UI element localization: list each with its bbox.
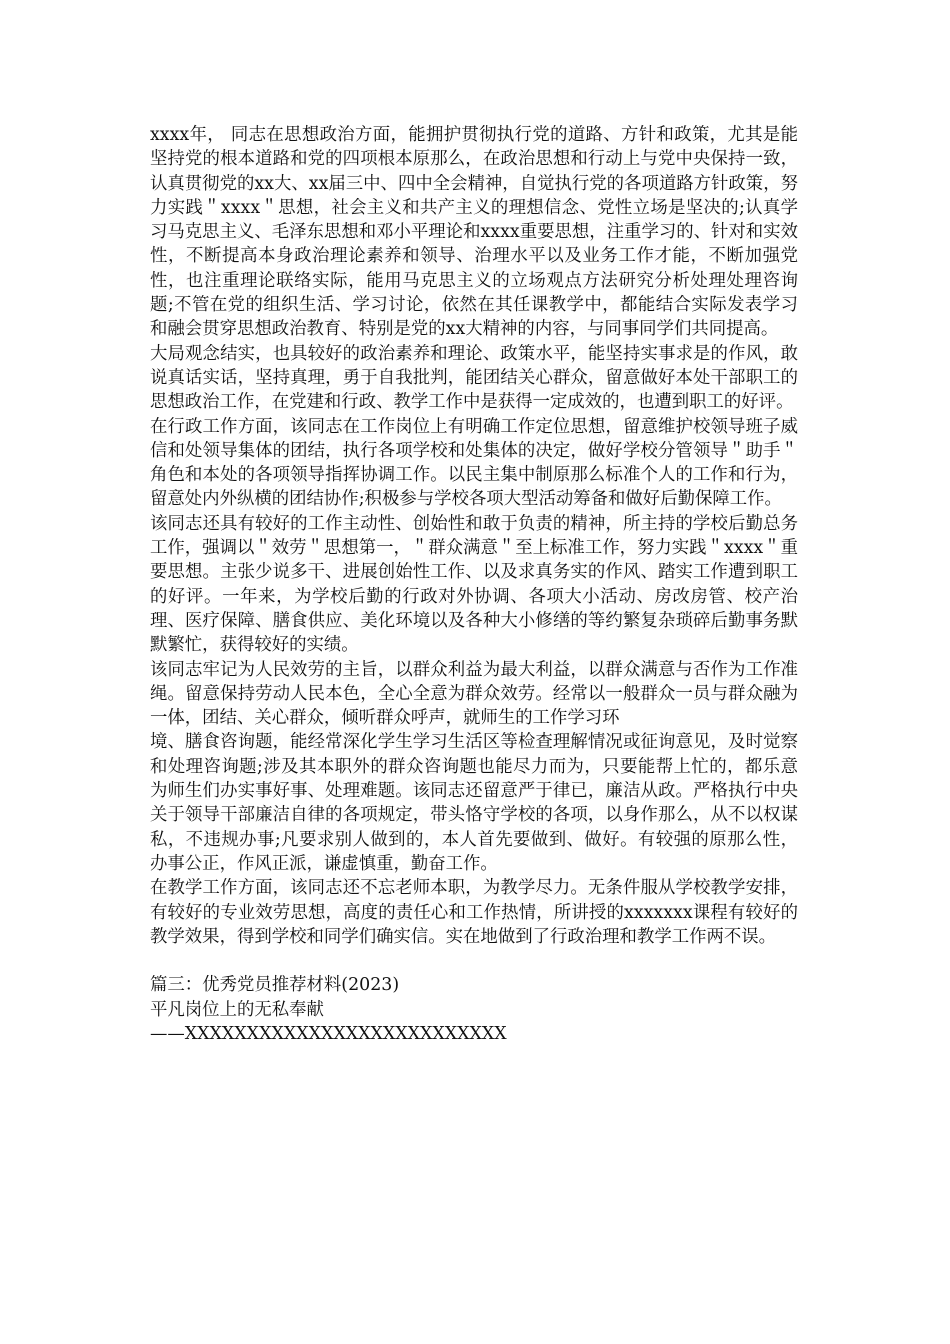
blank-line xyxy=(150,949,798,973)
subtitle: 平凡岗位上的无私奉献 xyxy=(150,999,324,1020)
paragraph-canteen-issues: 境、膳食咨询题，能经常深化学生学习生活区等检查理解情况或征询意见，及时觉察和处理咨询题;涉及其本职外的群众咨询题也能尽力而为，只要能帮上忙的，都乐意为师生们办实事好事、处理难题。该同志还留意严于律已，廉洁从政。严格执行中央关于领导干部廉洁自律的各项规定，带头恪守学校的各项，以身作那么，从不以权谋私，不违规办事;凡要求别人做到的，本人首先要做到、做好。有较强的原那么性，办事公正，作风正派，谦虚慎重，勤奋工作。 xyxy=(150,732,798,874)
paragraph-political-thought: xxxx年， 同志在思想政治方面，能拥护贯彻执行党的道路、方针和政策，尤其是能坚持党的根本道路和党的四项根本原那么，在政治思想和行动上与党中央保持一致，认真贯彻党的xx大、xx届三中、四中全会精神，自觉执行党的各项道路方针政策，努力实践＂xxxx＂思想，社会主义和共产主义的理想信念、党性立场是坚决的;认真学习马克思主义、毛泽东思想和邓小平理论和xxxx重要思想，注重学习的、针对和实效性，不断提高本身政治理论素养和领导、治理水平以及业务工作才能，不断加强党性，也注重理论联络实际，能用马克思主义的立场观点方法研究分析处理处理咨询题;不管在党的组织生活、学习讨论，依然在其任课教学中，都能结合实际发表学习和融会贯穿思想政治教育、特别是党的xx大精神的内容，与同事同学们共同提高。 xyxy=(150,125,798,340)
author-line: ——XXXXXXXXXXXXXXXXXXXXXXXXXX xyxy=(150,1023,507,1044)
paragraph-teaching-work: 在教学工作方面，该同志还不忘老师本职，为教学尽力。无条件服从学校教学安排，有较好的专业效劳思想，高度的责任心和工作热情，所讲授的xxxxxxx课程有较好的教学效果，得到学校和同学们确实信。实在地做到了行政治理和教学工作两不误。 xyxy=(150,878,798,947)
paragraph-initiative: 该同志还具有较好的工作主动性、创始性和敢于负责的精神，所主持的学校后勤总务工作，强调以＂效劳＂思想第一，＂群众满意＂至上标准工作，努力实践＂xxxx＂重要思想。主张少说多干、进展创始性工作、以及求真务实的作风、踏实工作遭到职工的好评。一年来，为学校后勤的行政对外协调、各项大小活动、房改房管、校产治理、医疗保障、膳食供应、美化环境以及各种大小修缮的等约繁复杂琐碎后勤事务默默繁忙，获得较好的实绩。 xyxy=(150,513,798,656)
paragraph-serve-people: 该同志牢记为人民效劳的主旨，以群众利益为最大利益，以群众满意与否作为工作准绳。留意保持劳动人民本色，全心全意为群众效劳。经常以一般群众一员与群众融为一体，团结、关心群众，倾听群众呼声，就师生的工作学习环 xyxy=(150,659,798,729)
document-page xyxy=(150,123,798,1046)
paragraph-administrative-work: 在行政工作方面，该同志在工作岗位上有明确工作定位思想，留意维护校领导班子威信和处领导集体的团结，执行各项学校和处集体的决定，做好学校分管领导＂助手＂角色和本处的各项领导指挥协调工作。以民主集中制原那么标准个人的工作和行为，留意处内外纵横的团结协作;积极参与学校各项大型活动筹备和做好后勤保障工作。 xyxy=(150,416,798,510)
paragraph-overall-view: 大局观念结实，也具较好的政治素养和理论、政策水平，能坚持实事求是的作风，敢说真话实话，坚持真理，勇于自我批判，能团结关心群众，留意做好本处干部职工的思想政治工作，在党建和行政、教学工作中是获得一定成效的，也遭到职工的好评。 xyxy=(150,343,798,413)
section-title: 篇三：优秀党员推荐材料(2023) xyxy=(150,975,400,996)
